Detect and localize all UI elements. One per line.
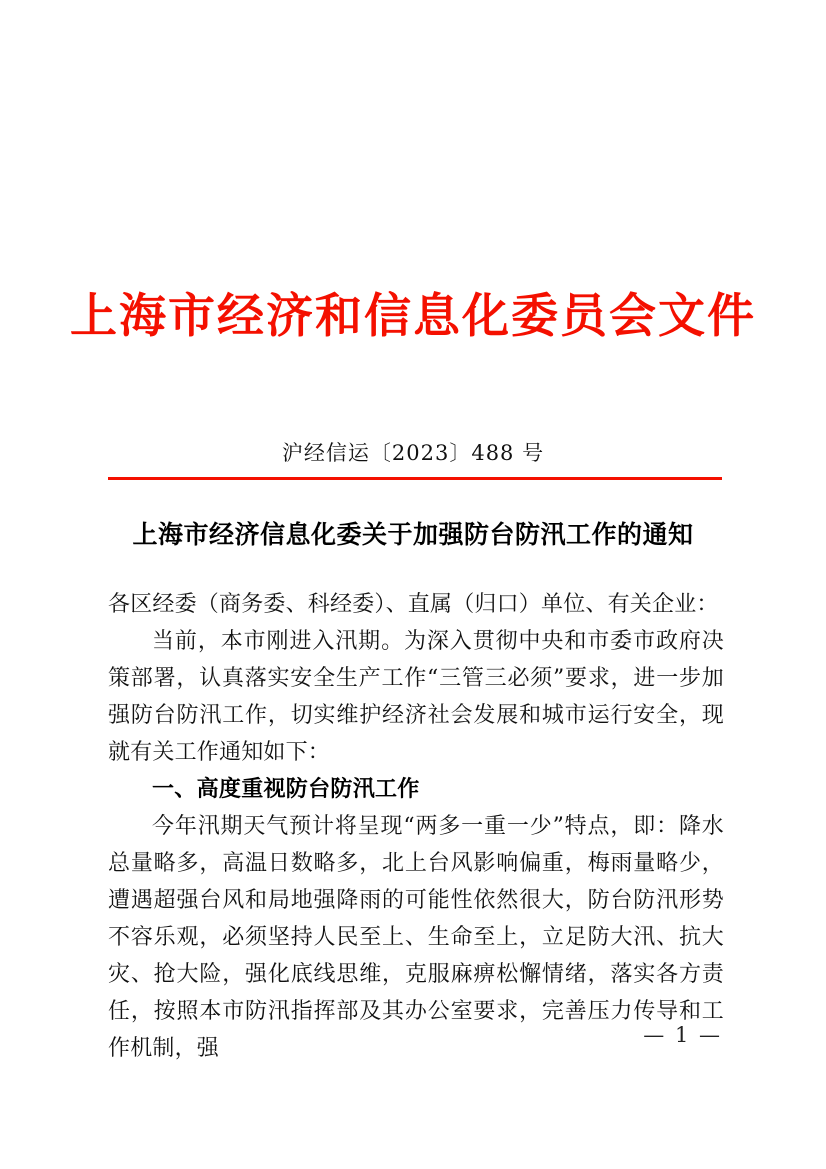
subject-title: 上海市经济信息化委关于加强防台防汛工作的通知 <box>132 520 694 549</box>
document-number: 沪经信运〔2023〕488 号 <box>281 441 545 465</box>
masthead-title: 上海市经济和信息化委员会文件 <box>70 289 756 344</box>
section-1-paragraph: 今年汛期天气预计将呈现“两多一重一少”特点，即：降水总量略多，高温日数略多，北上台风影响偏重，梅雨量略少，遭遇超强台风和局地强降雨的可能性依然很大，防台防汛形势不容乐观，必须坚持人民至上、生命至上，立足防大汛、抗大灾、抢大险，强化底线思维，克服麻痹松懈情绪，落实各方责任，按照本市防汛指挥部及其办公室要求，完善压力传导和工作机制，强 <box>108 814 724 1061</box>
intro-paragraph: 当前，本市刚进入汛期。为深入贯彻中央和市委市政府决策部署，认真落实安全生产工作“三管三必须”要求，进一步加强防台防汛工作，切实维护经济社会发展和城市运行安全，现就有关工作通知如下： <box>108 629 724 765</box>
page-number-footer: — 1 — <box>643 1023 722 1047</box>
red-separator-rule <box>108 477 722 480</box>
addressee-line: 各区经委（商务委、科经委）、直属（归口）单位、有关企业： <box>108 592 719 617</box>
section-heading-1: 一、高度重视防台防汛工作 <box>152 777 420 802</box>
body-content <box>108 586 724 1067</box>
